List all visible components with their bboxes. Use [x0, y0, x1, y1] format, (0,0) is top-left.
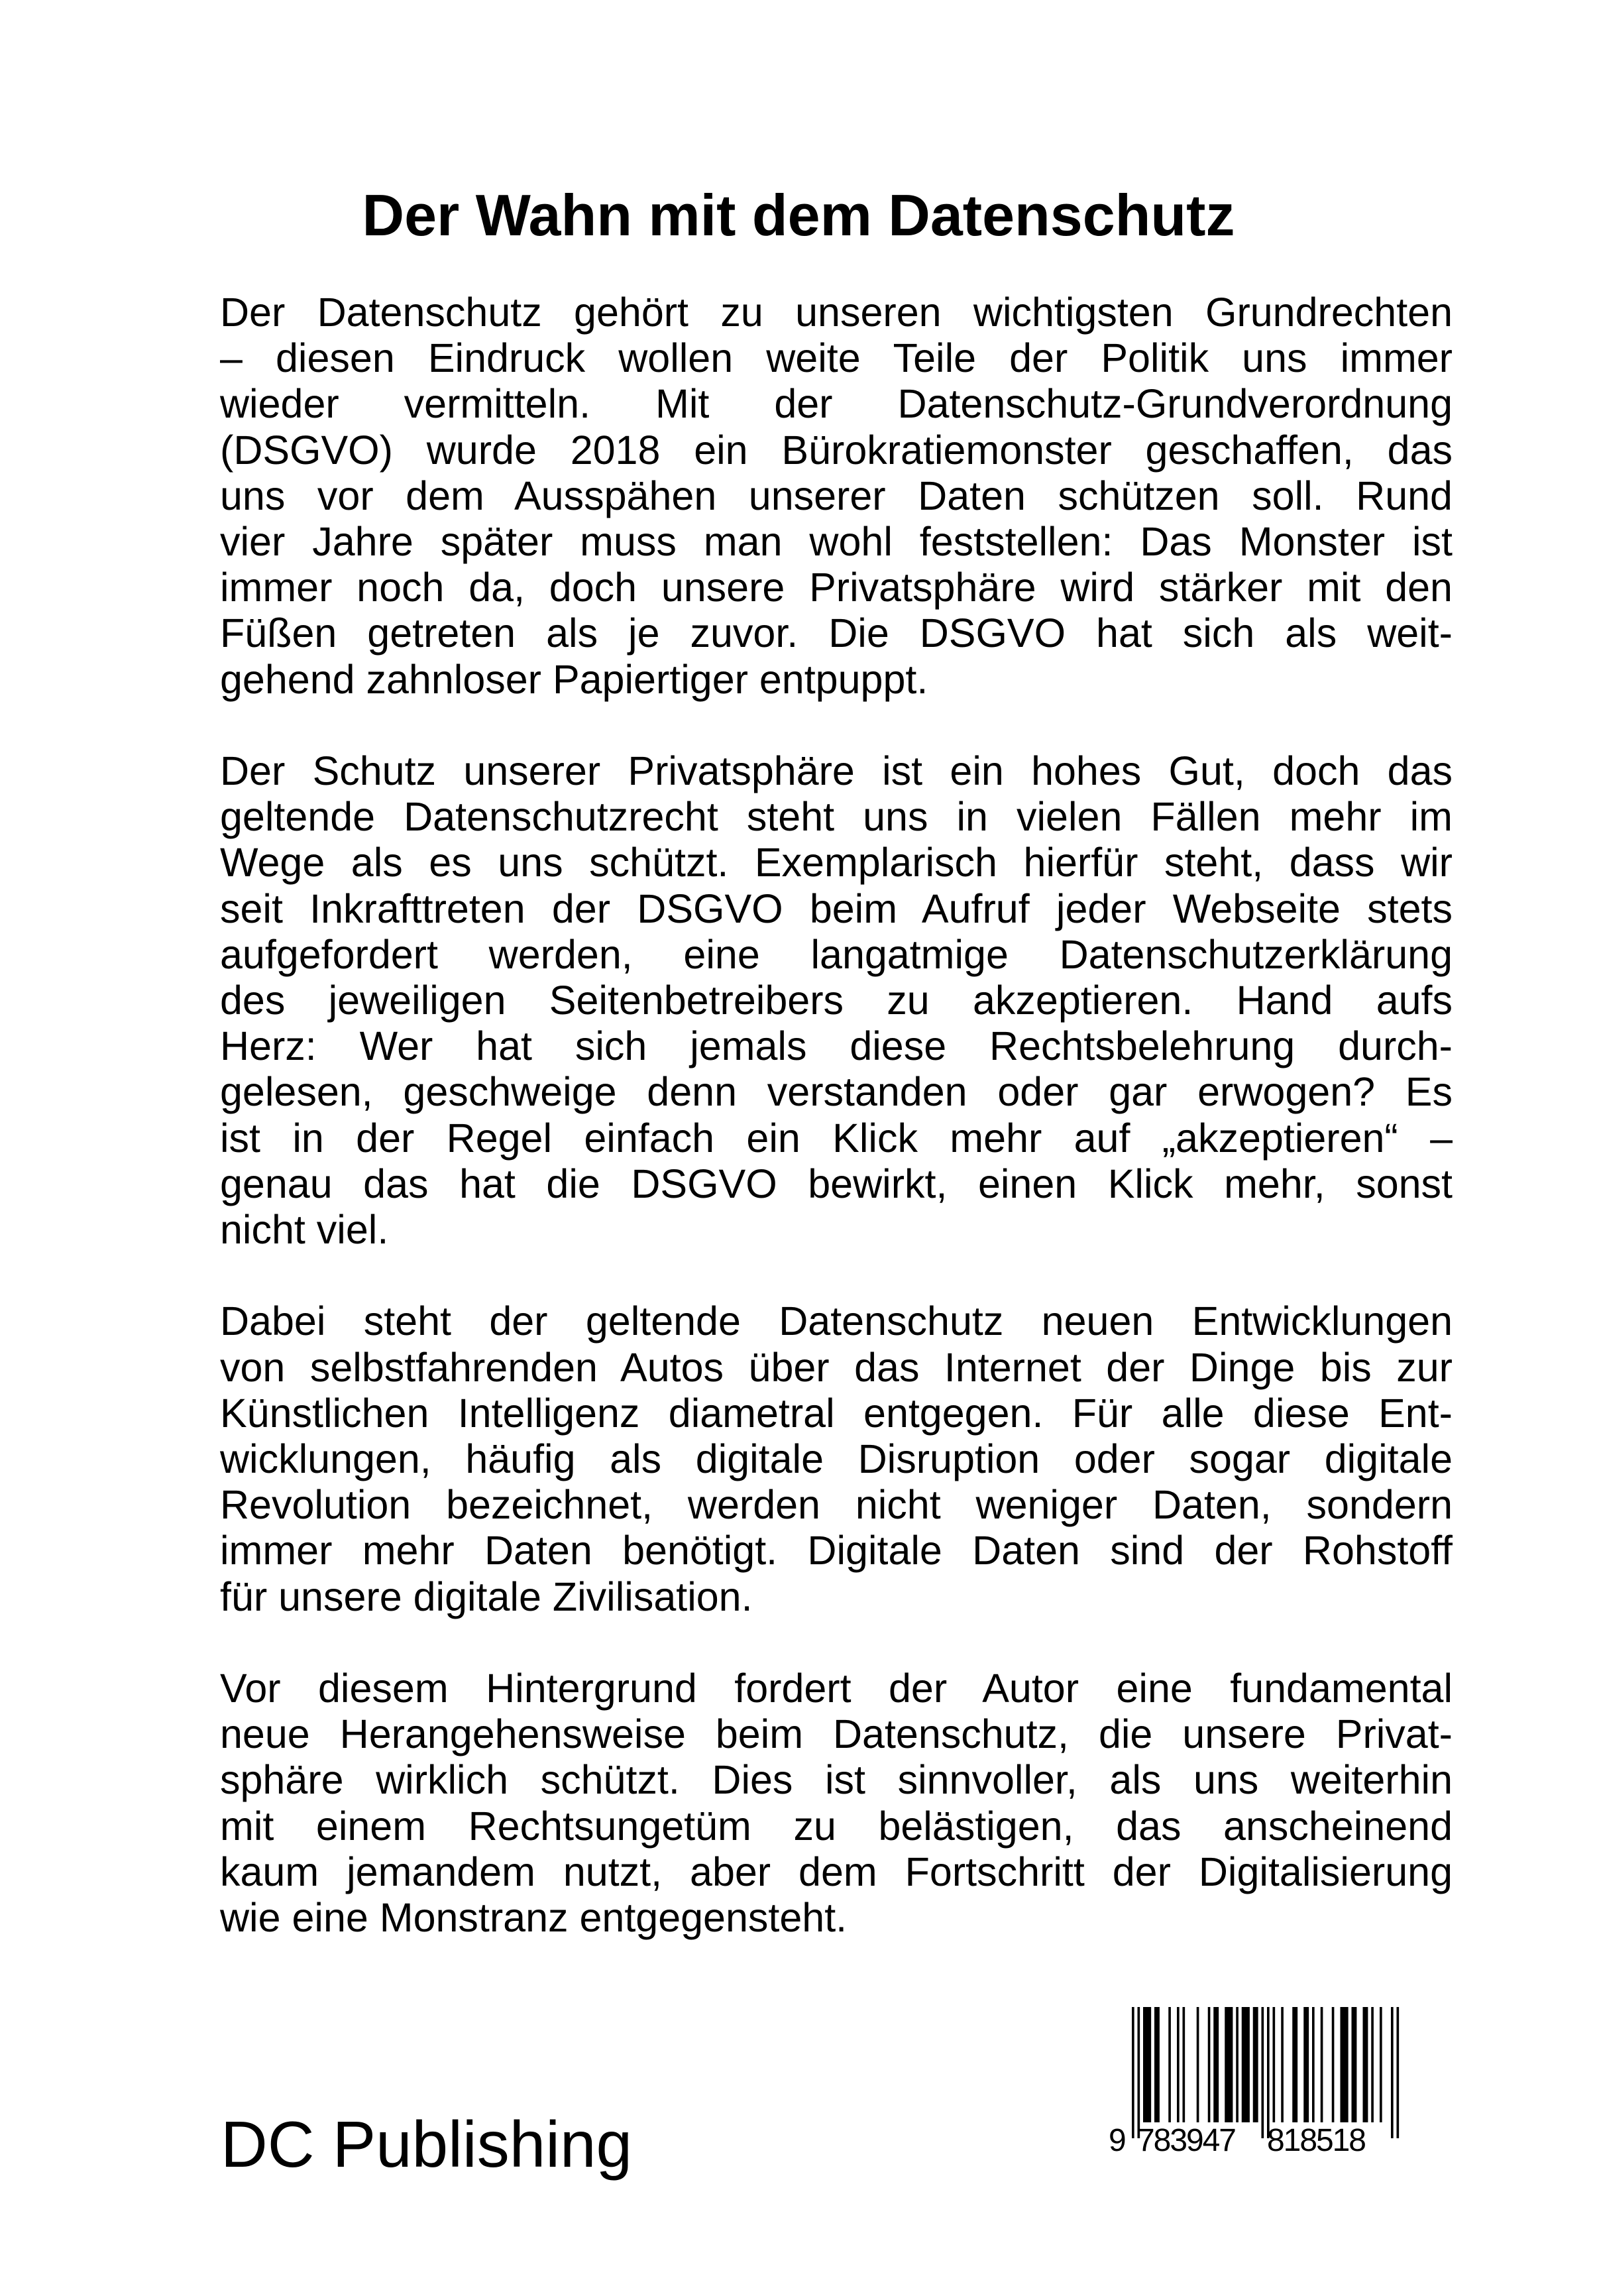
barcode-bar [1253, 2007, 1258, 2122]
publisher-name: DC Publishing [221, 2108, 632, 2181]
text-line: gelesen, geschweige denn verstanden oder gar erwogen? Es [220, 1069, 1453, 1115]
text-line: mit einem Rechtsungetüm zu belästigen, das anscheinend [220, 1803, 1453, 1849]
text-line: geltende Datenschutzrecht steht uns in vielen Fällen mehr im [220, 794, 1453, 840]
barcode-bar [1213, 2007, 1219, 2122]
text-line: genau das hat die DSGVO bewirkt, einen Klick mehr, sonst [220, 1161, 1453, 1206]
book-title: Der Wahn mit dem Datenschutz [362, 182, 1235, 248]
barcode-bar [1380, 2007, 1382, 2122]
blurb-paragraph [220, 290, 1453, 703]
barcode-bar [1391, 2007, 1394, 2138]
text-line: aufgefordert werden, eine langatmige Datenschutzerklärung [220, 931, 1453, 977]
isbn-barcode [1100, 2002, 1431, 2161]
text-line: (DSGVO) wurde 2018 ein Bürokratiemonster geschaffen, das [220, 427, 1453, 473]
text-line: Füßen getreten als je zuvor. Die DSGVO hat sich als weit- [220, 610, 1453, 656]
text-line: Der Schutz unserer Privatsphäre ist ein hohes Gut, doch das [220, 748, 1453, 794]
barcode-left-digits: 783947 [1137, 2123, 1237, 2158]
text-line: ist in der Regel einfach ein Klick mehr auf „akzeptieren“ – [220, 1115, 1453, 1161]
barcode-bar [1267, 2007, 1270, 2138]
barcode-bar [1143, 2007, 1151, 2122]
text-line: Künstlichen Intelligenz diametral entgegen. Für alle diese Ent- [220, 1390, 1453, 1436]
text-line: für unsere digitale Zivilisation. [220, 1574, 753, 1619]
barcode-bar [1138, 2007, 1140, 2138]
barcode-bar [1183, 2007, 1185, 2122]
barcode-bar [1397, 2007, 1400, 2138]
barcode-right-digits: 818518 [1267, 2123, 1366, 2158]
barcode-bar [1154, 2007, 1160, 2122]
text-line: von selbstfahrenden Autos über das Internet der Dinge bis zur [220, 1344, 1453, 1390]
text-line: uns vor dem Ausspähen unserer Daten schützen soll. Rund [220, 473, 1453, 518]
text-line: wicklungen, häufig als digitale Disruption oder sogar digitale [220, 1436, 1453, 1482]
barcode-bar [1312, 2007, 1315, 2122]
text-line: sphäre wirklich schützt. Dies ist sinnvoller, als uns weiterhin [220, 1757, 1453, 1803]
blurb-paragraph [220, 1298, 1453, 1619]
barcode-bar [1262, 2007, 1264, 2138]
barcode-bar [1132, 2007, 1134, 2138]
barcode-first-digit: 9 [1109, 2123, 1127, 2158]
barcode-bar [1208, 2007, 1211, 2122]
barcode-bars [1132, 2007, 1399, 2138]
barcode-bar [1236, 2007, 1239, 2122]
text-line: neue Herangehensweise beim Datenschutz, die unsere Privat- [220, 1711, 1453, 1757]
barcode-bar [1281, 2007, 1284, 2122]
text-line: nicht viel. [220, 1207, 389, 1253]
text-line: seit Inkrafttreten der DSGVO beim Aufruf jeder Webseite stets [220, 886, 1453, 931]
barcode-bar [1363, 2007, 1368, 2122]
barcode-bar [1303, 2007, 1309, 2122]
barcode-bar [1341, 2007, 1349, 2122]
barcode-bar [1332, 2007, 1335, 2122]
barcode-bar [1273, 2007, 1276, 2122]
text-line: immer noch da, doch unsere Privatsphäre wird stärker mit den [220, 565, 1453, 610]
text-line: Vor diesem Hintergrund fordert der Autor eine fundamental [220, 1666, 1453, 1711]
barcode-bar [1371, 2007, 1374, 2122]
blurb-paragraph [220, 748, 1453, 1253]
text-line: wieder vermitteln. Mit der Datenschutz-Grundverordnung [220, 381, 1453, 427]
text-line: des jeweiligen Seitenbetreibers zu akzeptieren. Hand aufs [220, 978, 1453, 1023]
text-line: gehend zahnloser Papiertiger entpuppt. [220, 656, 928, 702]
text-line: – diesen Eindruck wollen weite Teile der Politik uns immer [220, 335, 1453, 381]
blurb-paragraph [220, 1666, 1453, 1941]
text-line: Herz: Wer hat sich jemals diese Rechtsbelehrung durch- [220, 1023, 1453, 1069]
text-line: Der Datenschutz gehört zu unseren wichtigsten Grundrechten [220, 290, 1453, 335]
barcode-bar [1225, 2007, 1233, 2122]
text-line: wie eine Monstranz entgegensteht. [220, 1895, 848, 1941]
text-line: Revolution bezeichnet, werden nicht weniger Daten, sondern [220, 1482, 1453, 1528]
text-line: immer mehr Daten benötigt. Digitale Daten sind der Rohstoff [220, 1528, 1453, 1574]
text-line: Dabei steht der geltende Datenschutz neuen Entwicklungen [220, 1298, 1453, 1344]
barcode-bar [1177, 2007, 1180, 2122]
blurb-text [220, 290, 1453, 1986]
barcode-bar [1197, 2007, 1199, 2122]
barcode-bar [1242, 2007, 1250, 2122]
barcode-bar [1292, 2007, 1297, 2122]
text-line: Wege als es uns schützt. Exemplarisch hierfür steht, dass wir [220, 840, 1453, 886]
text-line: vier Jahre später muss man wohl feststellen: Das Monster ist [220, 519, 1453, 565]
text-line: kaum jemandem nutzt, aber dem Fortschritt der Digitalisierung [220, 1849, 1453, 1894]
barcode-bar [1321, 2007, 1323, 2122]
barcode-bar [1168, 2007, 1171, 2122]
barcode-bar [1352, 2007, 1357, 2122]
